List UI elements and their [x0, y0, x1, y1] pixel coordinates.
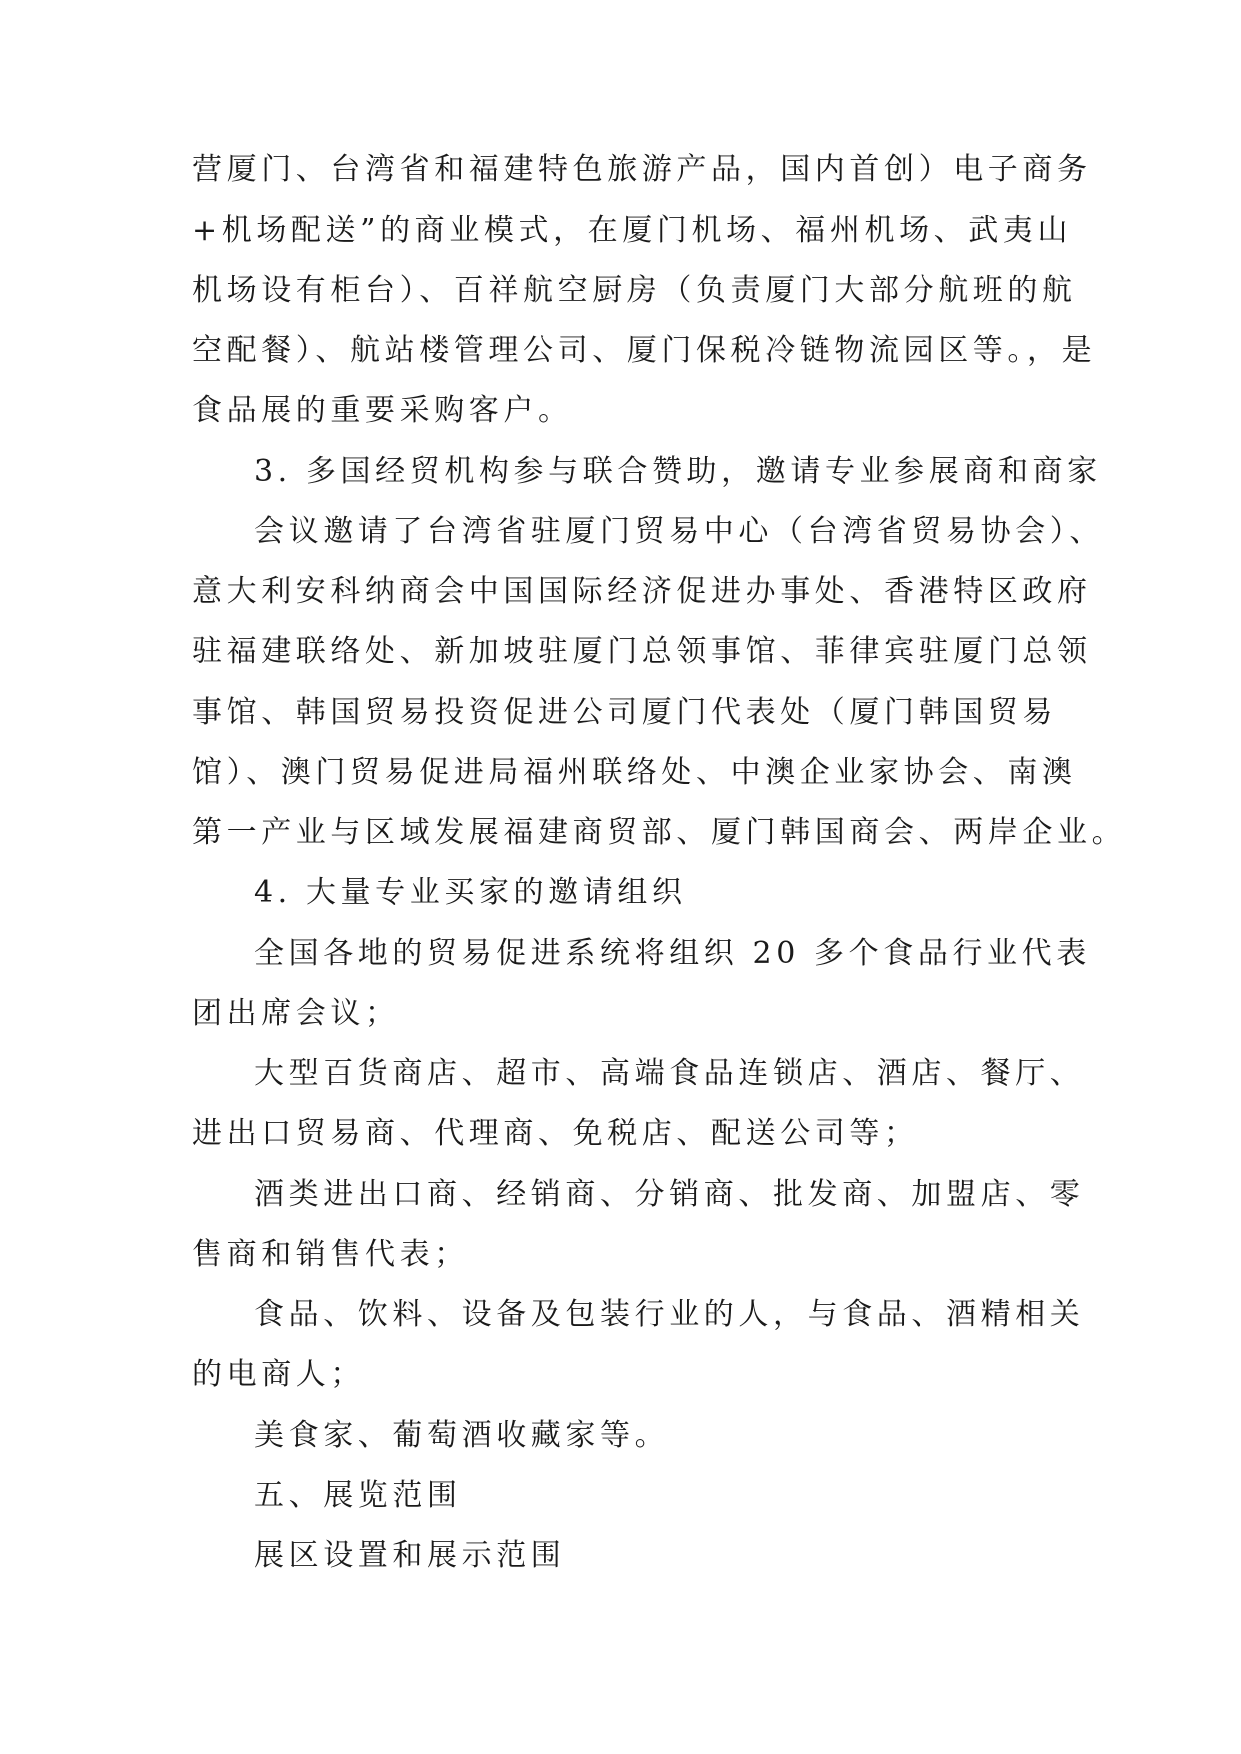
section-heading: 五、展览范围: [254, 1478, 462, 1513]
body-line: +机场配送”的商业模式，在厦门机场、福州机场、武夷山: [192, 213, 1073, 248]
body-line: 意大利安科纳商会中国国际经济促进办事处、香港特区政府: [192, 574, 1092, 609]
body-line: 营厦门、台湾省和福建特色旅游产品，国内首创）电子商务: [192, 152, 1092, 187]
body-line: 第一产业与区域发展福建商贸部、厦门韩国商会、两岸企业。: [192, 815, 1127, 850]
body-line: 全国各地的贸易促进系统将组织 20 多个食品行业代表: [254, 936, 1091, 971]
section-heading: 4. 大量专业买家的邀请组织: [254, 875, 687, 910]
body-line: 机场设有柜台）、百祥航空厨房（负责厦门大部分航班的航: [192, 273, 1077, 308]
body-line: 驻福建联络处、新加坡驻厦门总领事馆、菲律宾驻厦门总领: [192, 634, 1092, 669]
body-line: 食品、饮料、设备及包装行业的人，与食品、酒精相关: [254, 1297, 1085, 1332]
body-line: 的电商人；: [192, 1357, 365, 1392]
section-heading: 3. 多国经贸机构参与联合赞助，邀请专业参展商和商家: [254, 454, 1102, 489]
body-line: 空配餐）、航站楼管理公司、厦门保税冷链物流园区等。，是: [192, 333, 1097, 368]
body-line: 食品展的重要采购客户。: [192, 393, 573, 428]
body-line: 进出口贸易商、代理商、免税店、配送公司等；: [192, 1116, 919, 1151]
body-line: 事馆、韩国贸易投资促进公司厦门代表处（厦门韩国贸易: [192, 695, 1057, 730]
section-heading: 展区设置和展示范围: [254, 1538, 566, 1573]
body-line: 馆）、澳门贸易促进局福州联络处、中澳企业家协会、南澳: [192, 755, 1077, 790]
body-line: 大型百货商店、超市、高端食品连锁店、酒店、餐厅、: [254, 1056, 1085, 1091]
body-line: 团出席会议；: [192, 996, 400, 1031]
body-line: 酒类进出口商、经销商、分销商、批发商、加盟店、零: [254, 1177, 1085, 1212]
body-line: 售商和销售代表；: [192, 1237, 469, 1272]
body-line: 美食家、葡萄酒收藏家等。: [254, 1418, 670, 1453]
body-line: 会议邀请了台湾省驻厦门贸易中心（台湾省贸易协会）、: [254, 514, 1104, 549]
